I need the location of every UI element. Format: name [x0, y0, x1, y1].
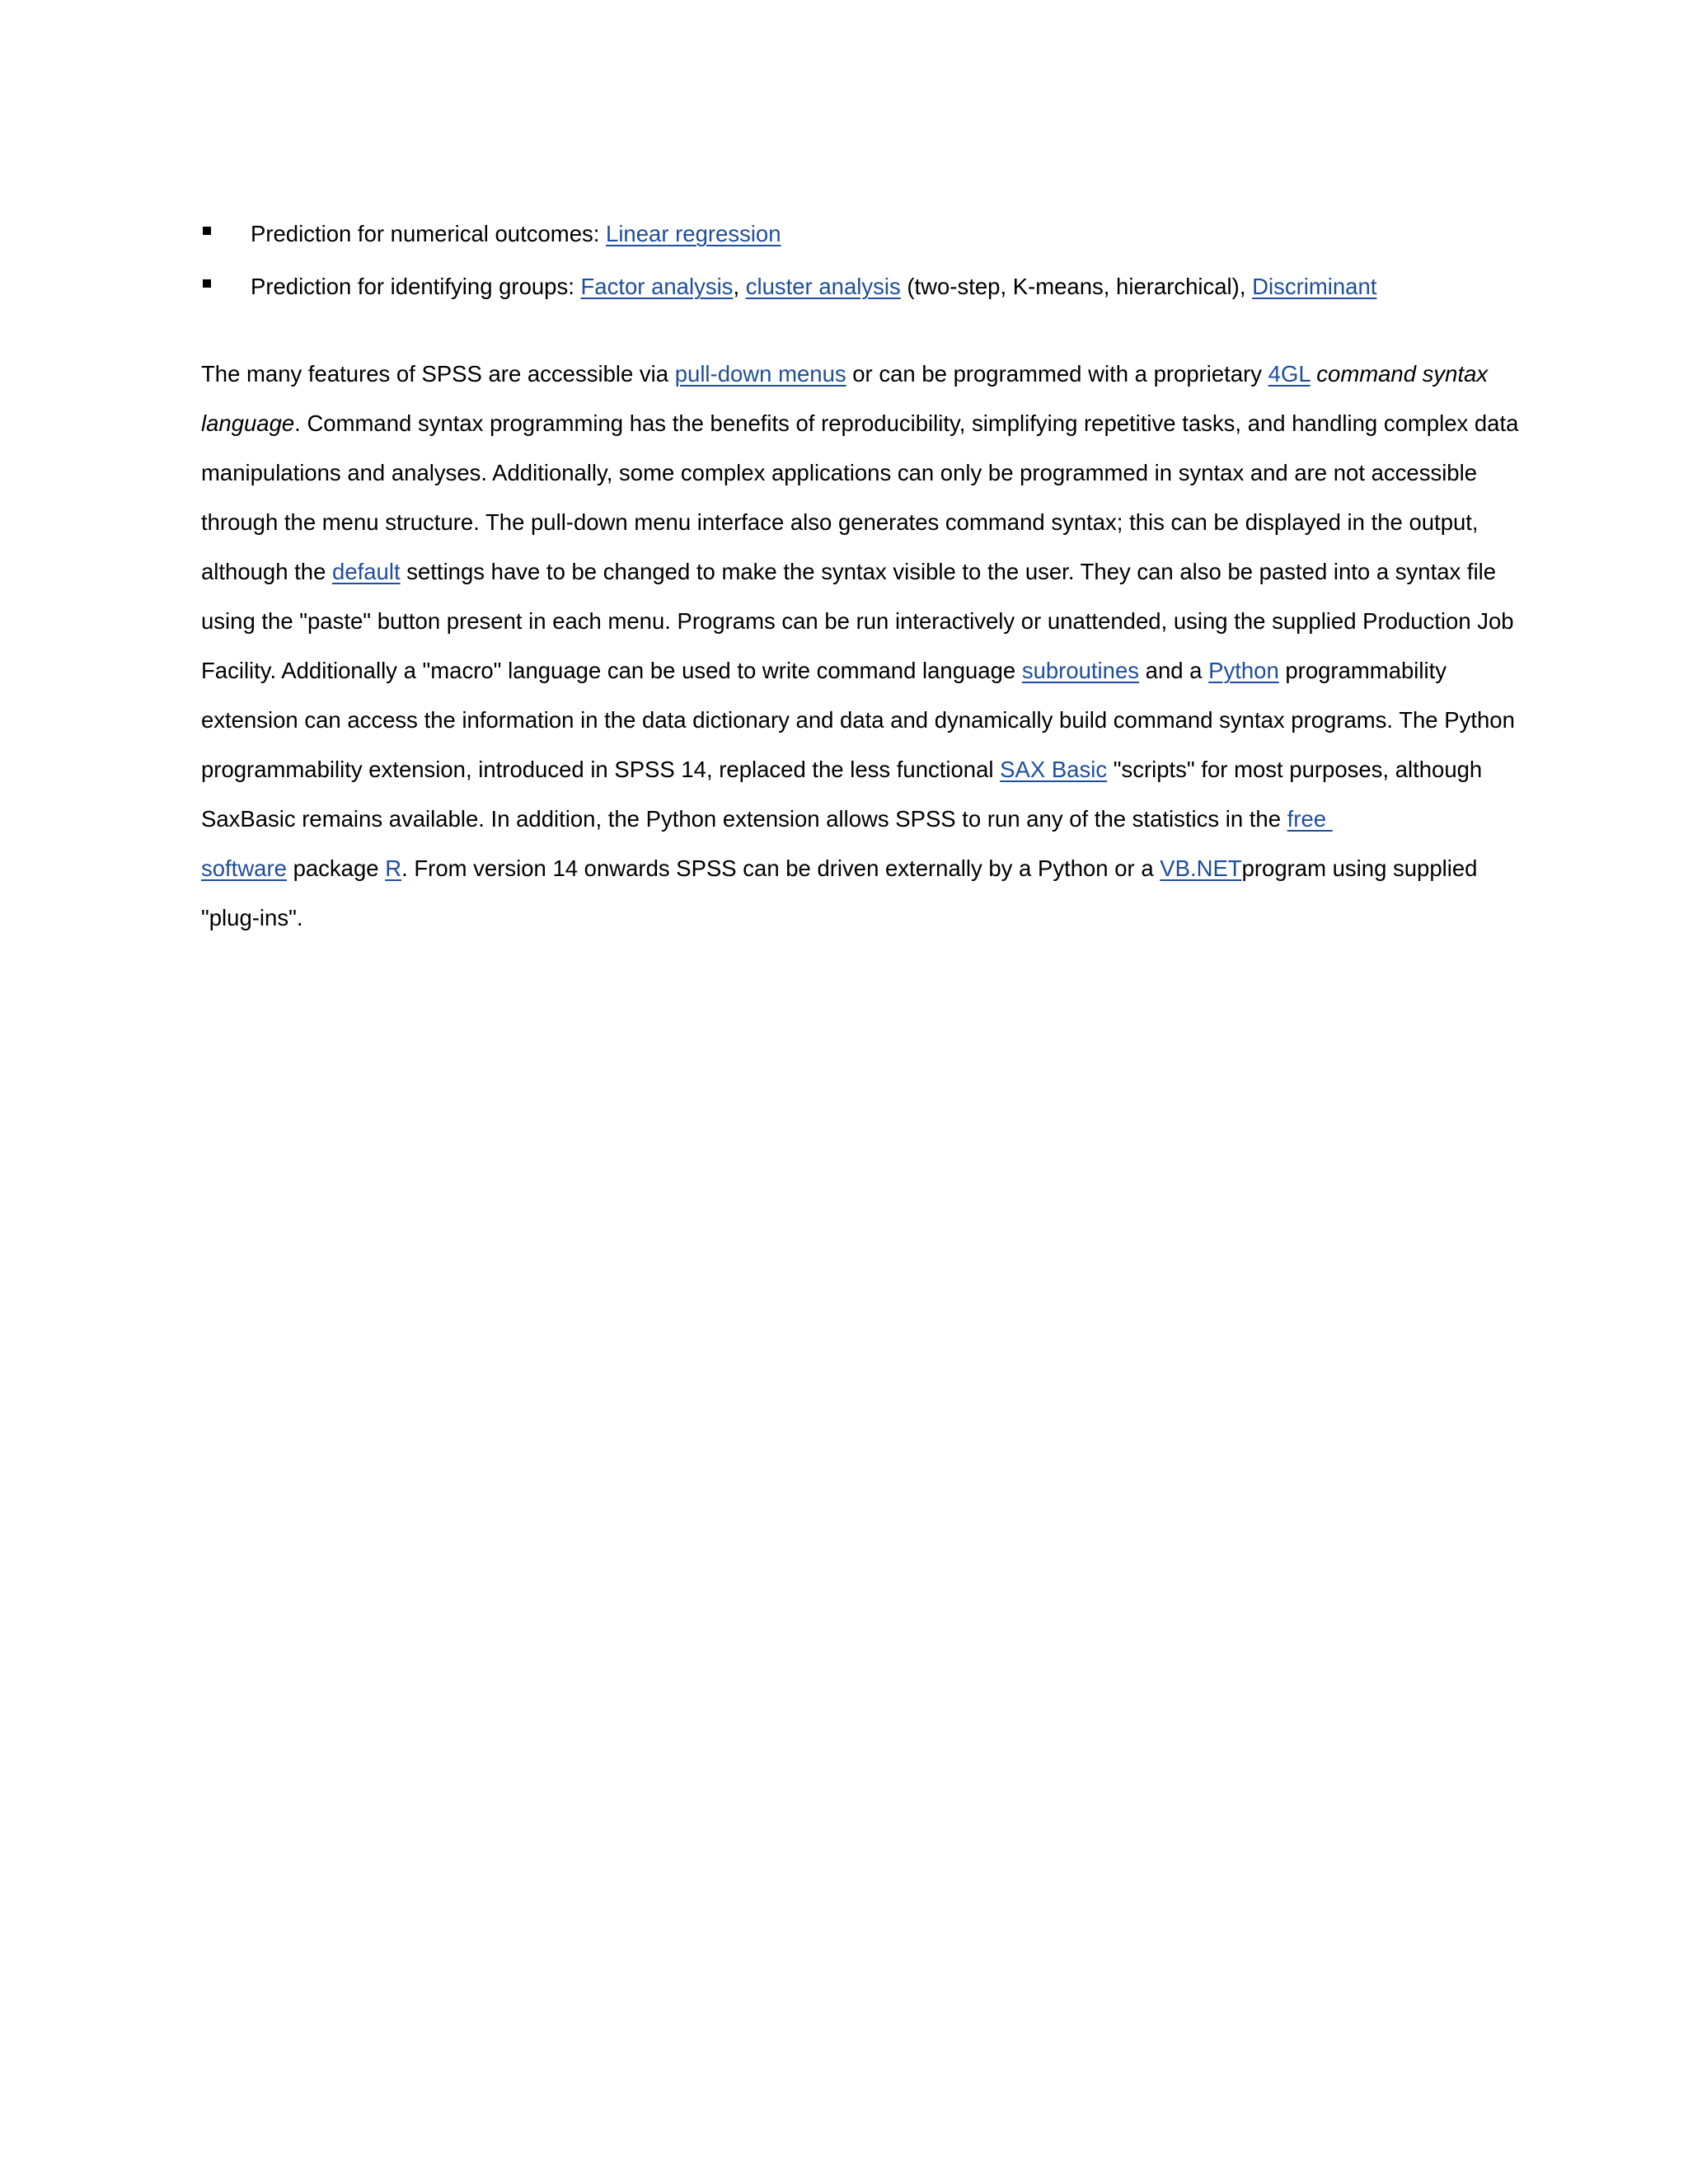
bullet-item-identifying-groups	[201, 269, 1487, 321]
paragraph-line: extension can access the information in the data dictionary and data and dynamically build command syntax programs. The Python	[201, 707, 1515, 733]
bullet-prefix: Prediction for numerical outcomes:	[251, 221, 607, 246]
paragraph-line	[201, 844, 1487, 893]
square-bullet-icon	[203, 279, 211, 288]
link-free-software-part1[interactable]: free	[1287, 806, 1333, 832]
paragraph-line	[201, 745, 1487, 794]
paragraph-line: through the menu structure. The pull-down menu interface also generates command syntax; this can be displayed in the output,	[201, 509, 1479, 535]
link-linear-regression[interactable]: Linear regression	[606, 221, 781, 246]
text-run: . Command syntax programming has the benefits of reproducibility, simplifying repetitive tasks, and handling complex data	[294, 410, 1519, 436]
bullet-text	[251, 216, 781, 252]
text-run: . From version 14 onwards SPSS can be driven externally by a Python or a	[401, 855, 1160, 881]
bullet-text	[251, 269, 1376, 305]
italic-term: command syntax	[1316, 361, 1489, 387]
link-pull-down-menus[interactable]: pull-down menus	[674, 361, 846, 387]
text-run: The many features of SPSS are accessible via	[201, 361, 675, 387]
paragraph-line	[201, 794, 1487, 844]
text-run: SaxBasic remains available. In addition, the Python extension allows SPSS to run any of the statistics in the	[201, 806, 1287, 832]
link-free-software-part2[interactable]: software	[201, 855, 287, 881]
link-discriminant[interactable]: Discriminant	[1252, 274, 1377, 299]
paragraph-line: manipulations and analyses. Additionally, some complex applications can only be programmed in syntax and are not accessible	[201, 460, 1478, 485]
paragraph-line	[201, 646, 1487, 696]
separator-text: ,	[733, 274, 746, 299]
paragraph-line	[201, 349, 1487, 399]
text-run: programmability extension, introduced in SPSS 14, replaced the less functional	[201, 757, 1001, 782]
link-4gl[interactable]: 4GL	[1268, 361, 1311, 387]
paragraph-line: using the "paste" button present in each menu. Programs can be run interactively or unattended, using the supplied Production Job	[201, 608, 1514, 634]
paragraph-line	[201, 399, 1519, 448]
text-run: and a	[1139, 658, 1209, 683]
square-bullet-icon	[203, 227, 211, 235]
text-run: Facility. Additionally a "macro" language can be used to write command language	[201, 658, 1022, 683]
text-run: package	[286, 855, 386, 881]
link-default[interactable]: default	[332, 559, 401, 584]
text-run: program using supplied	[1241, 855, 1478, 881]
link-sax-basic[interactable]: SAX Basic	[1000, 757, 1108, 782]
link-factor-analysis[interactable]: Factor analysis	[580, 274, 734, 299]
bullet-middle-text: (two-step, K-means, hierarchical),	[900, 274, 1253, 299]
link-subroutines[interactable]: subroutines	[1021, 658, 1140, 683]
text-run: although the	[201, 559, 333, 584]
bullet-prefix: Prediction for identifying groups:	[251, 274, 581, 299]
body-paragraph	[201, 349, 1519, 943]
link-cluster-analysis[interactable]: cluster analysis	[745, 274, 901, 299]
text-run: programmability	[1278, 658, 1447, 683]
paragraph-line	[201, 547, 1497, 597]
text-run: "scripts" for most purposes, although	[1107, 757, 1483, 782]
link-vb-net[interactable]: VB.NET	[1160, 855, 1242, 881]
bullet-item-numerical-outcomes	[201, 216, 1487, 269]
italic-term: language	[201, 410, 295, 436]
text-run: or can be programmed with a proprietary	[846, 361, 1268, 387]
paragraph-line: "plug-ins".	[201, 905, 303, 930]
bullet-list	[201, 216, 1487, 321]
link-r[interactable]: R	[385, 855, 402, 881]
link-python[interactable]: Python	[1208, 658, 1279, 683]
text-run: settings have to be changed to make the syntax visible to the user. They can also be pasted into a syntax file	[400, 559, 1497, 584]
